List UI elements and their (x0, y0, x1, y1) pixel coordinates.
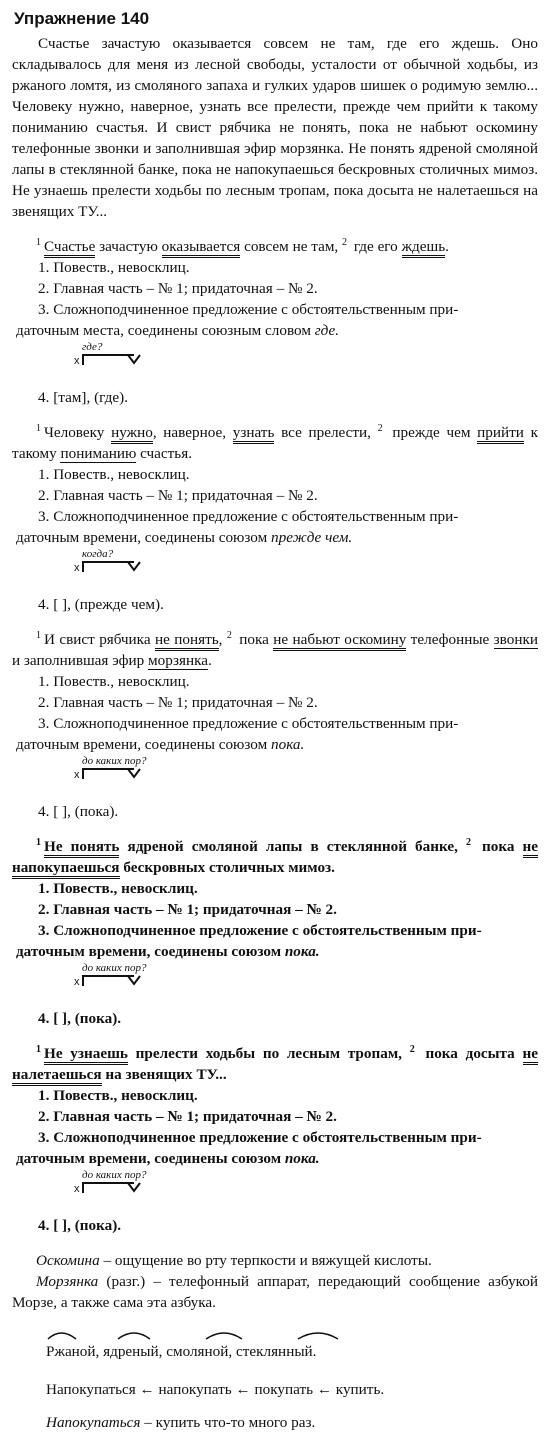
question-arrow: когда? x (74, 548, 538, 594)
item-2: 2. Главная часть – № 1; придаточная – № 2. (38, 280, 318, 297)
item-1: 1. Повеств., невосклиц. (38, 673, 190, 690)
scheme: 4. [ ], (пока). (38, 1010, 122, 1027)
item-1: 1. Повеств., невосклиц. (38, 1087, 198, 1104)
word-smolyanoy: смоляной, (166, 1343, 236, 1360)
sentence-5: $^1$ Не узнаешь прелести ходьбы по лесным тропам, $^2$ пока досыта не налетаешься на звенящих ТУ... (12, 1043, 538, 1085)
item-1: 1. Повеств., невосклиц. (38, 880, 198, 897)
derivation-chain: Напокупаться ← напокупать ← покупать ← купить. (46, 1381, 385, 1398)
analysis-block-5 (12, 1043, 538, 1236)
analysis-block-2 (12, 422, 538, 615)
item-2: 2. Главная часть – № 1; придаточная – № 2. (38, 1108, 337, 1125)
intro-text: Счастье зачастую оказывается совсем не там, где его ждешь. Оно складывалось для меня из лесной свободы, усталости от обычной ходьбы, из ржаного ломтя, из смоляного запаха и гулких ударов шишек о родимую землю... Человеку нужно, наверное, узнать все прелести, прежде чем прийти к такому пониманию счастья. И свист рябчика не понять, пока не набьют оскомину телефонные звонки и заполнившая эфир морзянка. Не понять ядреной смоляной лапы в стеклянной банке, пока не напокупаешься бескровных столичных мимоз. Не узнаешь прелести ходьбы по лесным тропам, пока досыта не налетаешься на звенящих ТУ... (12, 35, 538, 220)
word-steklyannyy: стеклянный. (236, 1343, 317, 1360)
morphemic-analysis (46, 1327, 538, 1367)
sentence-1: $^1$ Счастье зачастую оказывается совсем не там, $^2$ где его ждешь. (12, 236, 538, 257)
item-3: 3. Сложноподчиненное предложение с обстоятельственным при- (38, 715, 459, 732)
item-3: 3. Сложноподчиненное предложение с обстоятельственным при- (38, 301, 459, 318)
definitions (12, 1250, 538, 1313)
item-1: 1. Повеств., невосклиц. (38, 466, 190, 483)
definition-oskomina: Оскомина – ощущение во рту терпкости и вяжущей кислоты. (36, 1252, 432, 1269)
scheme: 4. [ ], (пока). (38, 1217, 122, 1234)
analysis-block-1 (12, 236, 538, 408)
question-arrow: до каких пор? x (74, 1169, 147, 1195)
item-3: 3. Сложноподчиненное предложение с обстоятельственным при- (38, 1129, 482, 1146)
analysis-block-4 (12, 836, 538, 1029)
exercise-title: Упражнение 140 (14, 9, 150, 28)
item-3: 3. Сложноподчиненное предложение с обстоятельственным при- (38, 922, 482, 939)
item-1: 1. Повеств., невосклиц. (38, 259, 190, 276)
item-3-cont: даточным времени, соединены союзом пока. (16, 943, 320, 960)
item-3-cont: даточным времени, соединены союзом пока. (16, 736, 305, 753)
word-yadrenyy: ядреный, (103, 1343, 167, 1360)
final-definition: Напокупаться – купить что-то много раз. (46, 1414, 316, 1431)
root-arcs-icon (46, 1327, 376, 1341)
word-rzhanoy: Ржаной, (46, 1343, 104, 1360)
item-2: 2. Главная часть – № 1; придаточная – № 2. (38, 487, 318, 504)
analysis-block-3 (12, 629, 538, 822)
question-arrow: где? x (74, 341, 538, 387)
sentence-4: $^1$ Не понять ядреной смоляной лапы в стеклянной банке, $^2$ пока не напокупаешься бескровных столичных мимоз. (12, 836, 538, 878)
item-3-cont: даточным места, соединены союзным словом где. (16, 322, 340, 339)
item-3-cont: даточным времени, соединены союзом прежде чем. (16, 529, 353, 546)
scheme: 4. [ ], (пока). (38, 803, 119, 820)
question-arrow: до каких пор? x (74, 962, 147, 988)
question-arrow: до каких пор? x (74, 755, 147, 781)
definition-morzyanka: Морзянка (разг.) – телефонный аппарат, передающий сообщение азбукой Морзе, а также сама эта азбука. (12, 1273, 538, 1311)
page (0, 8, 550, 1431)
sentence-3: $^1$ И свист рябчика не понять, $^2$ пока не набьют оскомину телефонные звонки и заполнившая эфир морзянка. (12, 629, 538, 669)
scheme: 4. [ ], (прежде чем). (38, 596, 164, 613)
sentence-2: $^1$ Человеку нужно, наверное, узнать все прелести, $^2$ прежде чем прийти к такому пониманию счастья. (12, 422, 538, 462)
item-2: 2. Главная часть – № 1; придаточная – № 2. (38, 694, 318, 711)
item-3-cont: даточным времени, соединены союзом пока. (16, 1150, 320, 1167)
item-3: 3. Сложноподчиненное предложение с обстоятельственным при- (38, 508, 459, 525)
item-2: 2. Главная часть – № 1; придаточная – № 2. (38, 901, 337, 918)
scheme: 4. [там], (где). (38, 389, 128, 406)
